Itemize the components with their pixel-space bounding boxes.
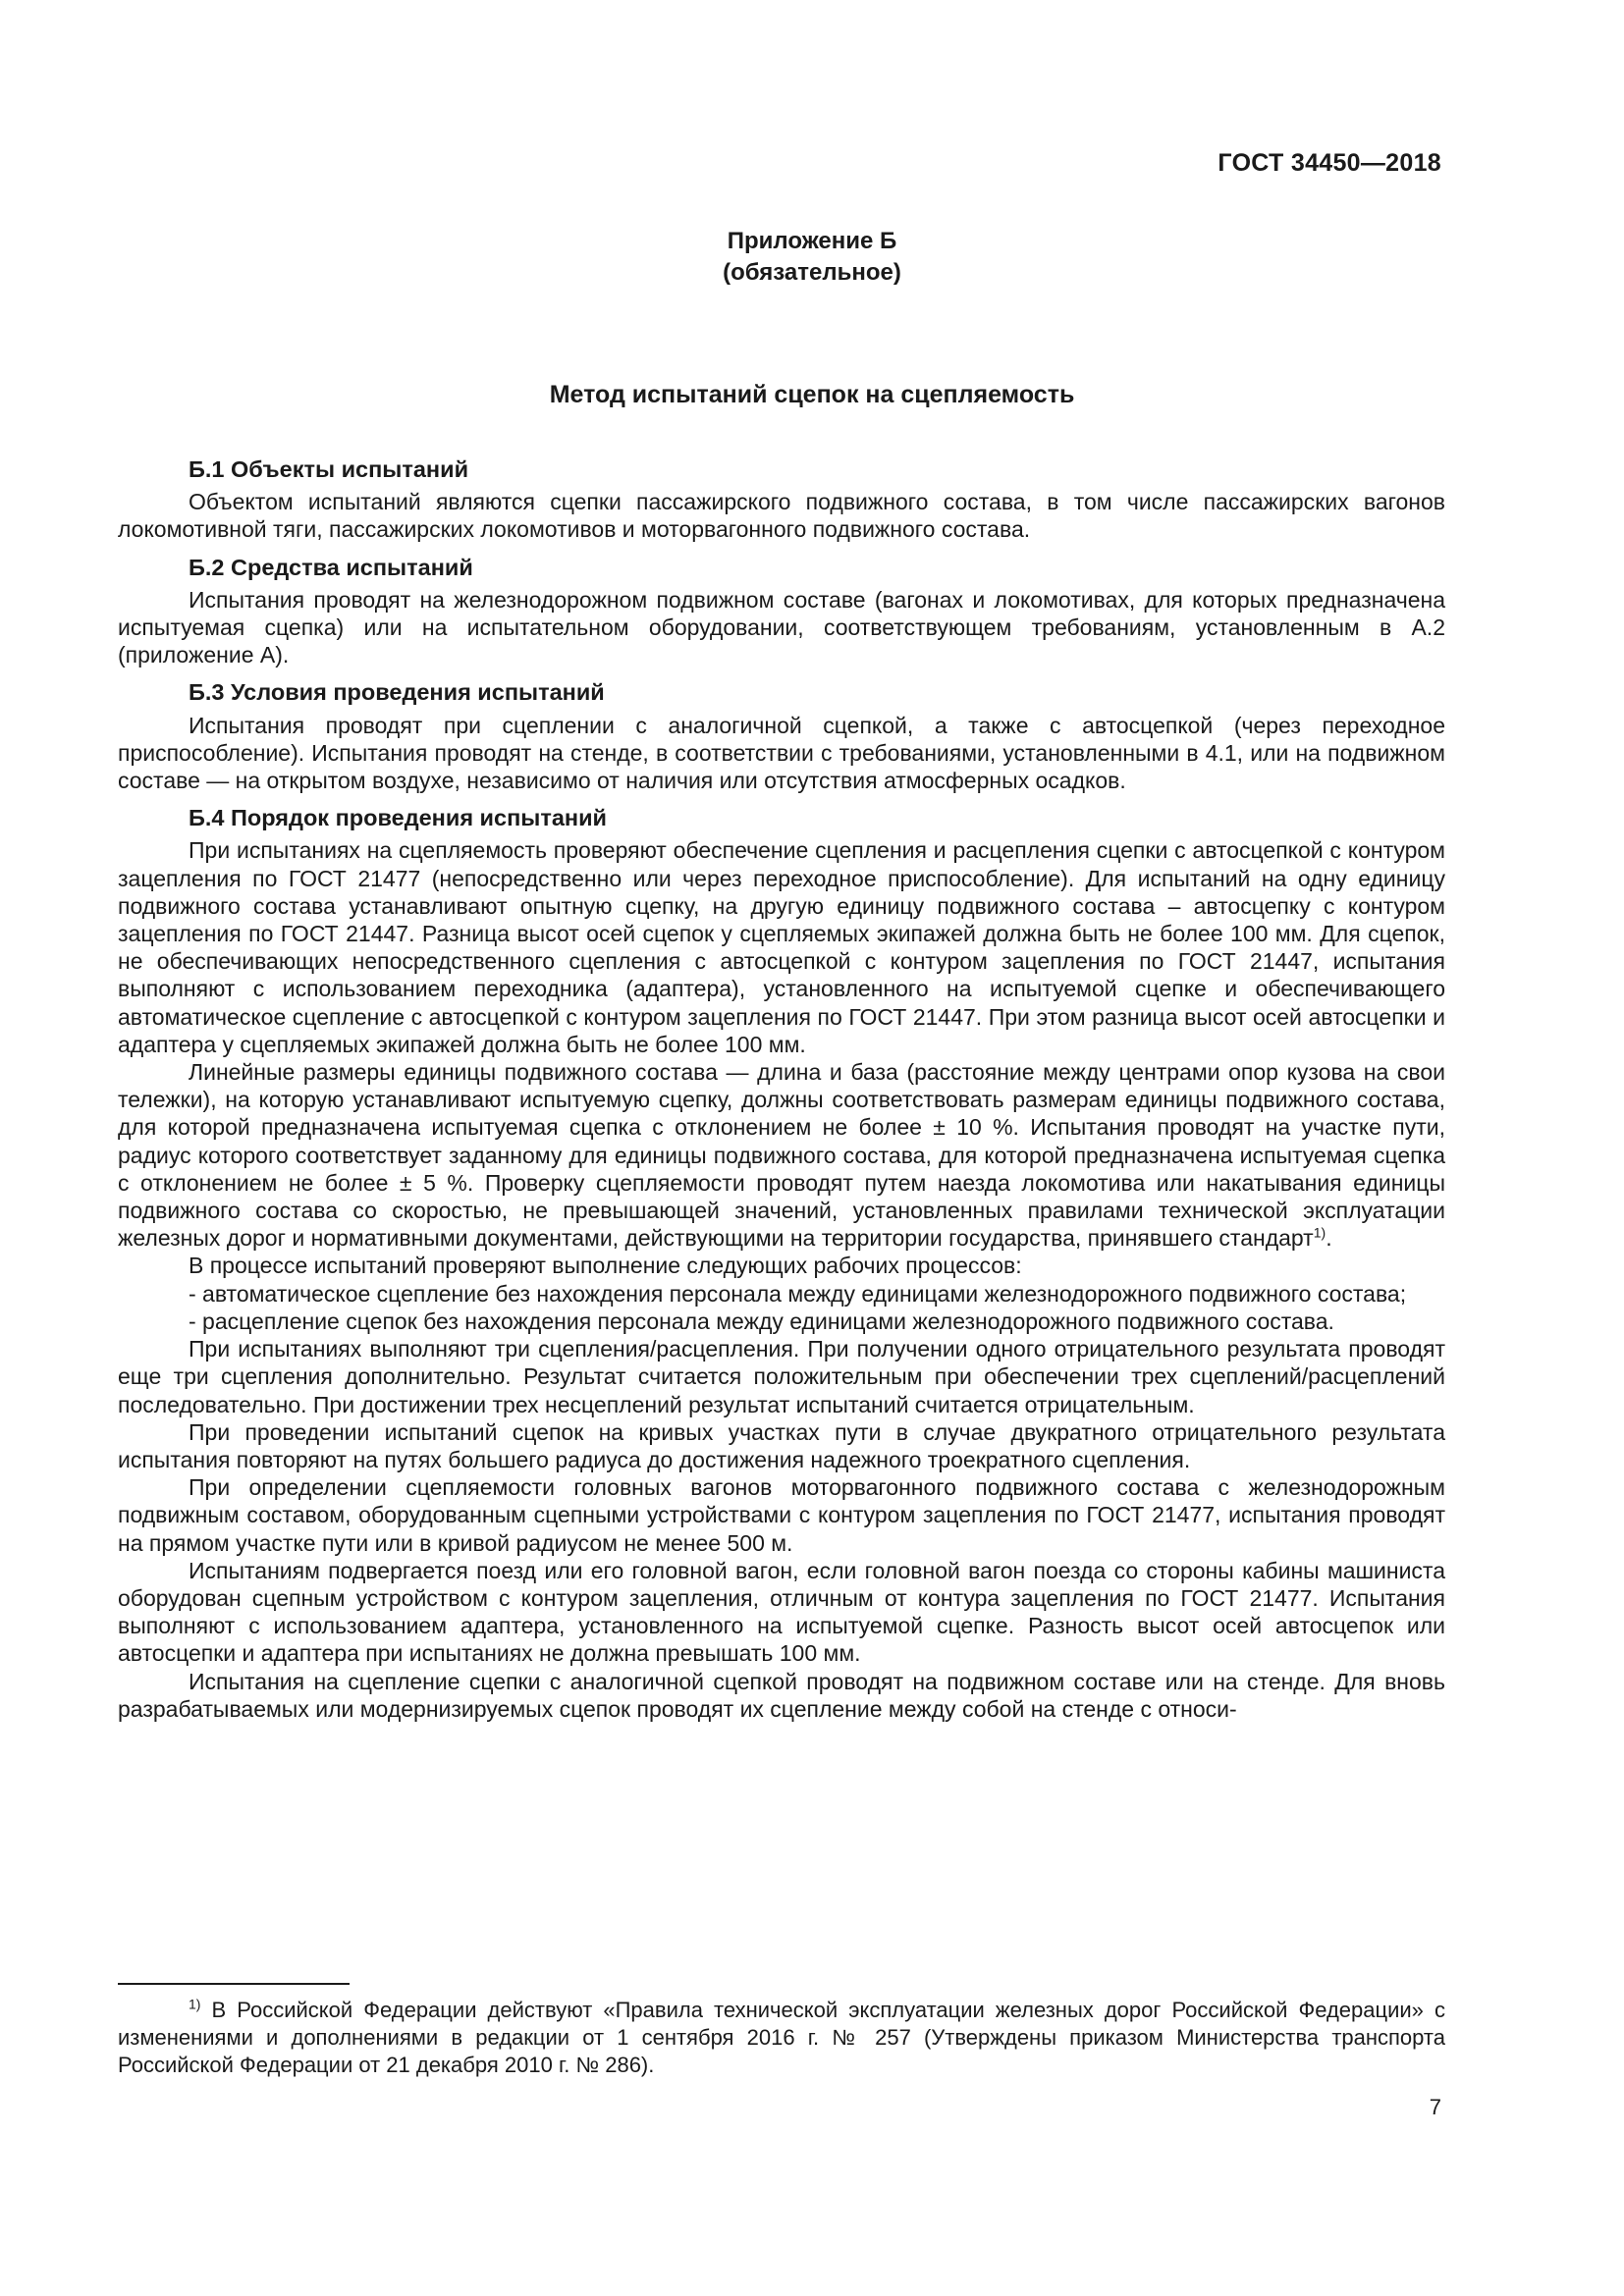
paragraph: При проведении испытаний сцепок на кривых участках пути в случае двукратного отрицательного результата испытания повторяют на путях большего радиуса до достижения надежного троекратного сцепления. (118, 1418, 1445, 1472)
standard-number: ГОСТ 34450—2018 (1218, 149, 1441, 177)
paragraph: Испытания проводят при сцеплении с аналогичной сцепкой, а также с автосцепкой (через переходное приспособление). Испытания проводят на стенде, в соответствии с требованиями, установленными в 4.1, или на подвижном составе — на открытом воздухе, независимо от наличия или отсутствия атмосферных осадков. (118, 712, 1445, 794)
paragraph: При испытаниях на сцепляемость проверяют обеспечение сцепления и расцепления сцепки с автосцепкой с контуром зацепления по ГОСТ 21477 (непосредственно или через переходное приспособление). Для испытаний на одну единицу подвижного состава устанавливают опытную сцепку, на другую единицу подвижного состава – автосцепку с контуром зацепления по ГОСТ 21447. Разница высот осей сцепок у сцепляемых экипажей должна быть не более 100 мм. Для сцепок, не обеспечивающих непосредственного сцепления с автосцепкой с контуром зацепления по ГОСТ 21447, испытания выполняют с использованием переходника (адаптера), установленного на испытуемой сцепке и обеспечивающего автоматическое сцепление с автосцепкой с контуром зацепления по ГОСТ 21447. При этом разница высот осей автосцепки и адаптера у сцепляемых экипажей должна быть не более 100 мм. (118, 837, 1445, 1057)
paragraph-with-footnote (118, 1058, 1445, 1252)
paragraph: Объектом испытаний являются сцепки пассажирского подвижного состава, в том числе пассажирских вагонов локомотивной тяги, пассажирских локомотивов и моторвагонного подвижного состава. (118, 489, 1445, 543)
annex-title: Метод испытаний сцепок на сцепляемость (549, 381, 1075, 408)
footnote-reference: 1) (1313, 1224, 1326, 1241)
paragraph: Испытания на сцепление сцепки с аналогичной сцепкой проводят на подвижном составе или на стенде. Для вновь разрабатываемых или модернизируемых сцепок проводят их сцепление между собой на стенде с относи- (118, 1668, 1445, 1722)
footnote-text: В Российской Федерации действуют «Правила технической эксплуатации железных дорог Российской Федерации» с изменениями и дополнениями в редакции от 1 сентября 2016 г. № 257 (Утверждены приказом Министерства транспорта Российской Федерации от 21 декабря 2010 г. № 286). (118, 1998, 1445, 2077)
page-number: 7 (1429, 2095, 1441, 2119)
section-heading-b3: Б.3 Условия проведения испытаний (189, 679, 605, 706)
section-heading-b1: Б.1 Объекты испытаний (189, 456, 469, 482)
document-body (118, 455, 1445, 1723)
footnote-marker: 1) (189, 1996, 201, 2012)
paragraph: При определении сцепляемости головных вагонов моторвагонного подвижного состава с железнодорожным подвижным составом, оборудованным сцепными устройствами с контуром зацепления по ГОСТ 21477, испытания проводят на прямом участке пути или в кривой радиусом не менее 500 м. (118, 1474, 1445, 1556)
paragraph: Испытания проводят на железнодорожном подвижном составе (вагонах и локомотивах, для которых предназначена испытуемая сцепка) или на испытательном оборудовании, соответствующем требованиям, установленным в А.2 (приложение А). (118, 586, 1445, 668)
footnote (118, 1997, 1445, 2079)
annex-status: (обязательное) (723, 259, 901, 286)
paragraph-tail: . (1326, 1225, 1332, 1252)
section-heading-b4: Б.4 Порядок проведения испытаний (189, 805, 608, 831)
paragraph: В процессе испытаний проверяют выполнение следующих рабочих процессов: (189, 1253, 1022, 1279)
paragraph-text: Линейные размеры единицы подвижного состава — длина и база (расстояние между центрами опор кузова на свои тележки), на которую устанавливают испытуемую сцепку, должны соответствовать размерам единицы подвижного состава, для которой предназначена испытуемая сцепка с отклонением не более ± 10 %. Испытания проводят на участке пути, радиус которого соответствует заданному для единицы подвижного состава, для которой предназначена испытуемая сцепка с отклонением не более ± 5 %. Проверку сцепляемости проводят путем наезда локомотива или накатывания единицы подвижного состава со скоростью, не превышающей значений, установленных правилами технической эксплуатации железных дорог и нормативными документами, действующими на территории государства, принявшего стандарт (118, 1059, 1445, 1252)
list-item: - расцепление сцепок без нахождения персонала между единицами железнодорожного подвижного состава. (189, 1308, 1334, 1334)
paragraph: Испытаниям подвергается поезд или его головной вагон, если головной вагон поезда со стороны кабины машиниста оборудован сцепным устройством с контуром зацепления, отличным от контура зацепления по ГОСТ 21477. Испытания выполняют с использованием адаптера, установленного на испытуемой сцепке. Разность высот осей автосцепок или автосцепки и адаптера при испытаниях не должна превышать 100 мм. (118, 1557, 1445, 1667)
list-item: - автоматическое сцепление без нахождения персонала между единицами железнодорожного подвижного состава; (189, 1280, 1407, 1307)
footnote-separator (118, 1983, 350, 1985)
section-heading-b2: Б.2 Средства испытаний (189, 554, 473, 580)
paragraph: При испытаниях выполняют три сцепления/расцепления. При получении одного отрицательного результата проводят еще три сцепления дополнительно. Результат считается положительным при обеспечении трех сцеплений/расцеплений последовательно. При достижении трех несцеплений результат испытаний считается отрицательным. (118, 1336, 1445, 1417)
annex-label: Приложение Б (727, 228, 897, 254)
